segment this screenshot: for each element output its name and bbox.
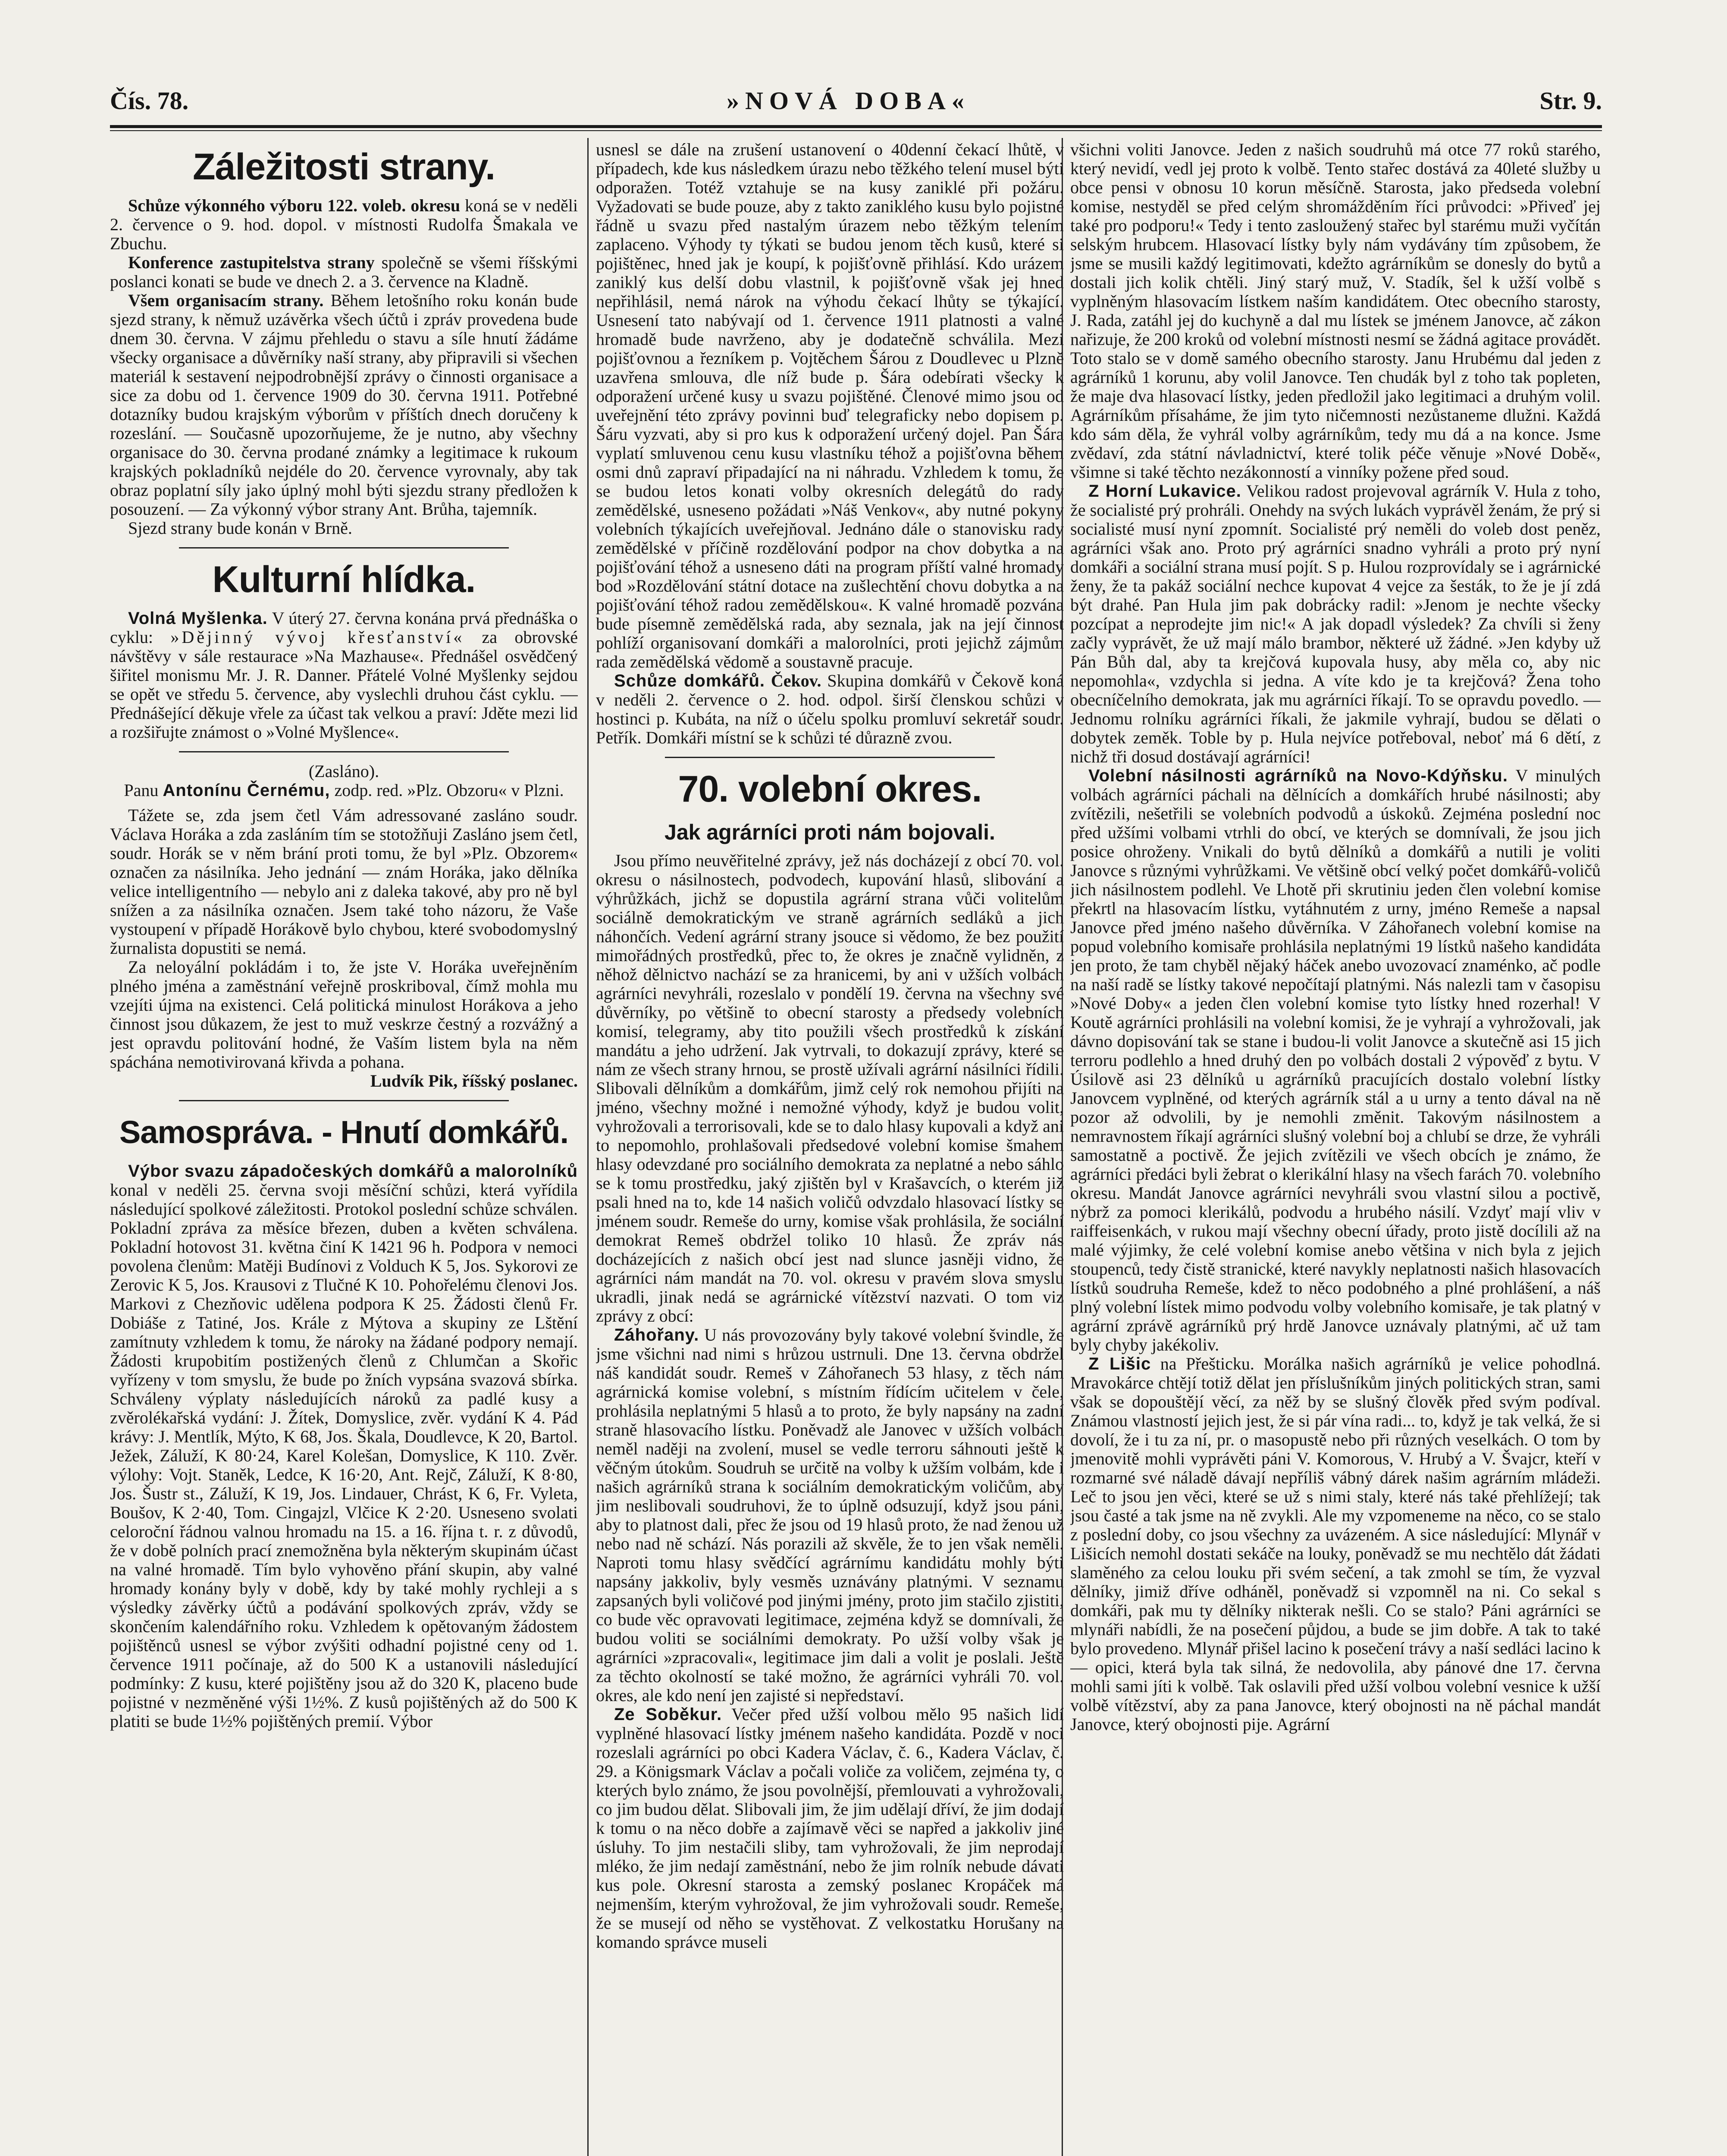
issue-number: Čís. 78. <box>110 87 189 115</box>
paragraph-lead: Volná Myšlenka. <box>128 609 268 628</box>
article-paragraph: Sjezd strany bude konán v Brně. <box>128 518 352 538</box>
section-title: 70. volební okres. <box>678 768 982 810</box>
article-paragraph <box>596 671 1064 747</box>
column-divider <box>587 138 589 2156</box>
address-text: zodp. red. »Plz. Obzoru« v Plzni. <box>330 780 564 800</box>
letter-address <box>110 781 578 800</box>
address-text: Panu <box>124 780 163 800</box>
paragraph-text: za obrovské návštěvy v sále restaurace »Na Mazhause«. Přednášel osvědčený šiřitel monismu Mr. J. R. Danner. Přátelé Volné Myšlenky sejdou se opět ve středu 5. července, aby vyslechli druhou část cyklu. — Přednášející děkuje vřele za účast tak velkou a praví: Jděte mezi lid a rozšiřujte známost o »Volné Myšlence«. <box>110 627 578 742</box>
newspaper-title: »NOVÁ DOBA« <box>727 87 970 115</box>
article-paragraph: Za neloyální pokládám i to, že jste V. Horáka uveřejněním plného jména a zaměstnání veřejně proskriboval, čímž mohla mu vzejíti újma na existenci. Celá politická minulost Horákova a jeho činnost jsou důkazem, že jest to muž veskrze čestný a rozvážný a jest opravdu politování hodné, že Vaším listem byla na něm spáchána nemotivirovaná křivda a pohana. <box>110 957 578 1072</box>
article-paragraph: Jsou přímo neuvěřitelné zprávy, jež nás docházejí z obcí 70. vol. okresu o násilnostech, podvodech, kupování hlasů, slibování a výhrůžkách, jichž se dopustila agrární strana vůči volitelům sociálně demokratickým ve straně agrárních sedláků a jich náhončích. Vedení agrární strany jsouce si vědomo, že bez použití mimořádných prostředků, přec to, že okres je značně vylidněn, z něhož dělnictvo nachází se za hranicemi, by ani v užších volbách agrárníci nevyhráli, rozeslalo v pondělí 19. června na všechny své důvěrníky, po většině to obecní starosty a předsedy volebních komisí, telegramy, aby tito použili všech prostředků k získání mandátu a jeho udržení. Jak vytrvali, to dokazují zprávy, které se nám ze všech strany hrnou, se prostě užívali agrární násilníci řídili. Slibovali dělníkům a domkářům, jimž celý rok nemohou přijíti na jméno, všechny možné i nemožné výhody, když je budou volit, vyhrožovali a terrorisovali, kde se to dalo hlasy kupovali a když ani to nepomohlo, prohlašovali předsedové volební komise šmahem hlasy odevzdané pro sociálního demokrata za neplatné a nebo sáhlo se k tomu prostředku, jaký zjištěn byl v Krašavcích, o kterém již psali hned na to, kde 14 našich voličů odvzdalo hlasovací lístky se jménem soudr. Remeše do urny, komise však prohlásila, že sociální demokrat Remeš obdržel toliko 10 hlasů. Že zpráv nás docházejících z našich obcí jest nad slunce jasněji vidno, že agrárníci nám mandát na 70. vol. okresu v pravém slova smyslu ukradli, jinak nedá se agrárnické vítězství nazvati. O tom viz zprávy z obcí: <box>596 851 1064 1326</box>
paragraph-lead: Z Horní Lukavice. <box>1088 482 1241 501</box>
article-paragraph <box>110 291 578 519</box>
place-name: Čekov. <box>765 671 821 690</box>
section-title: Kulturní hlídka. <box>212 559 476 600</box>
section-separator <box>179 547 509 548</box>
paragraph-lead: Všem organisacím strany. <box>128 291 324 310</box>
paragraph-lead: Volební násilnosti agrárníků na Novo-Kdýňsku. <box>1088 766 1508 785</box>
paragraph-lead: Výbor svazu západočeských domkářů a malorolníků <box>128 1162 578 1181</box>
article-paragraph <box>110 1162 578 1731</box>
article-paragraph <box>596 1705 1064 1952</box>
paragraph-lead: Schůze výkonného výboru 122. voleb. okresu <box>128 196 461 215</box>
section-title: Záležitosti strany. <box>192 146 495 188</box>
paragraph-text: U nás provozovány byly takové volební švindle, že jsme všichni nad nimi s hrůzou ustrnuli. Dne 13. června obdržel náš kandidát soudr. Remeš v Záhořanech 53 hlasy, z těch nám agrárnická komise volební, s místním řídícím učitelem v čele, prohlásila neplatnými 5 hlasů a to proto, že byly napsány na zadní straně hlasovacího lístku. Poněvadž ale Janovec v užších volbách neměl naději na zvolení, musel se vedle terroru sáhnouti ještě k věčným útokům. Soudruh se určitě na volby k užším volbám, kde i našich agrárníků strana k sociálním demokratickým voličům, aby jim neslibovali soudruhovi, že to úplně odsuzují, když jsou páni, aby to platnost dali, přec že jsou od 19 hlasů proto, že nad ženou už nebo nad ně schází. Nás porazili až skvěle, že to jen však neměli. Naproti tomu hlasy svědčící agrárnímu kandidátu mohly býti napsány jakkoliv, byly vesměs uznávány platnými. V seznamu zapsaných byli voličové pod jinými jmény, proto jim stačilo zjistiti, co bude věc opravovati legitimace, zejména když se domnívali, že budou voliti se sociálními demokraty. Po užší volby však je agrárníci »zpracovali«, legitimace jim dali a volit je poslali. Ještě za těchto okolností se také možno, že agrárníci vyhráli 70. vol. okres, ale kdo není jen zajisté si nepředstaví. <box>596 1325 1064 1705</box>
paragraph-text: Skupina domkářů v Čekově koná v neděli 2. července o 2. hod. odpol. širší členskou schůzi v hostinci p. Kubáta, na níž o účelu spolku promluví sekretář soudr. Petřík. Domkáři místní se k schůzi té důrazně zvou. <box>596 671 1064 747</box>
paragraph-text: V úterý 27. června konána prvá přednáška o cyklu: <box>110 608 578 647</box>
article-paragraph: usnesl se dále na zrušení ustanovení o 40denní čekací lhůtě, v případech, kde kus následkem úrazu nebo těžkého telení musel býti odporažen. Totéž vztahuje se na kusy zaniklé při požáru. Vyžadovati se bude pouze, aby z takto zaniklého kusu bylo pojistné řádně u svazu před nastalým úrazem nebo těžkým telením zaplaceno. Výhody ty týkati se budou jenom těch kusů, které si pojištěnec, hned jak je koupí, k pojišťovně přihlásí. Kdo urázem zaniklý kus delší dobu vlastnil, k pojišťovně však jej hned nepřihlásil, nemá nárok na výhodu čekací lhůty se týkající. Usnesení tato nabývají od 1. července 1911 platnosti a valné hromadě bude navrženo, aby je dodatečně schválila. Mezi pojišťovnou a řezníkem p. Vojtěchem Šárou z Doudlevec u Plzně uzavřena smlouva, dle níž bude p. Šára odebírati všecky k odporažení určené kusy u svazu pojištěné. Členové mimo jsou od uveřejnění této zprávy povinni buď telegraficky nebo dopisem p. Šáru vyzvati, aby si pro kus k odporažení určený dojel. Pan Šára vyplatí smluvenou cenu kusu vlastníku téhož a pojišťovna během osmi dnů zapraví připadající na ni náhradu. Vzhledem k tomu, že se budou letos konati volby okresních delegátů do rady zemědělské, usneseno požádati »Náš Venkov«, aby nutné pokyny volebních týkajících uveřejňoval. Jednáno dále o stanovisku rady zemědělské v příčině rozdělování podpor na chov dobytka a na pojišťování téhož a usneseno dáti na program příští valné hromady bod »Rozdělování státní dotace na zušlechtění chovu dobytka a na pojišťování téhož radou zemědělskou«. K valné hromadě pozvána bude písemně zemědělská rada, aby seznala, jak na její činnost pohlíží organisovaní domkáři a malorolníci, proti jejichž zájmům rada zemědělská vědomě a soustavně pracuje. <box>596 140 1064 671</box>
page-header <box>110 86 1602 121</box>
header-rule-thin <box>110 130 1602 131</box>
paragraph-lead: Schůze domkářů. <box>614 671 765 690</box>
zaslano-heading: (Zasláno). <box>308 761 379 781</box>
column-2 <box>596 140 1064 2156</box>
paragraph-text: společně se všemi říšskými poslanci konati se bude ve dnech 2. a 3. července na Kladně. <box>110 253 578 291</box>
section-title: Samospráva. - Hnutí domkářů. <box>119 1114 569 1150</box>
article-paragraph <box>110 609 578 742</box>
paragraph-text: Během letošního roku konán bude sjezd strany, k němuž uzávěrka všech účtů i zpráv provedena bude dnem 30. června. V zájmu přehledu o stavu a síle hnutí žádáme všecky organisace a důvěrníky naší strany, aby připravili si všechen materiál k sestavení nejpodrobnější zprávy o činnosti organisace a sice za dobu od 1. července 1909 do 30. června 1911. Potřebné dotazníky budou krajským výborům v příštích dnech doručeny k rozeslání. — Současně upozorňujeme, že je nutno, aby všechny organisace do 30. června prodané známky a legitimace k rukoum krajských pokladníků nejdéle do 20. července vyrovnaly, aby tak obraz poplatní síly jako úplný mohl býti sjezdu strany předložen k posouzení. — Za výkonný výbor strany Ant. Brůha, tajemník. <box>110 291 578 519</box>
paragraph-lead: Z Lišic <box>1088 1354 1151 1373</box>
section-separator <box>179 751 509 752</box>
header-rule <box>110 125 1602 128</box>
section-separator <box>665 757 995 758</box>
page-number: Str. 9. <box>1539 87 1602 115</box>
lecture-title: »Dějinný vývoj křesťanství« <box>170 627 465 647</box>
paragraph-text: Večer před užší volbou mělo 95 našich lidí vyplněné hlasovací lístky jménem našeho kandidáta. Pozdě v noci rozeslali agrárníci po obci Kadera Václav, č. 6., Kadera Václav, č. 29. a Königsmark Václav a počali voliče za voličem, zejména ty, o kterých bylo známo, že jsou povolnější, přemlouvati a vyhrožovali, co jim budou dělat. Slibovali jim, že jim udělají dříví, že jim dodají k tomu o na něco dobře a zajímavě věci se napřed a jakkoliv jiné úsluhy. To jim nestačili sliby, tam vyhrožovali, že jim neprodají mléko, že jim nedají zaměstnání, nebo že jim rolník nebude dávati kus pole. Okresní starosta a zemský poslanec Kropáček má nejmenším, kterým vyhrožoval, že jim vyhrožovali soudr. Remeše, že se musejí od něho se vystěhovat. Z velkostatku Horušany na komando správce museli <box>596 1705 1064 1952</box>
letter-signature: Ludvík Pik, říšský poslanec. <box>370 1071 578 1091</box>
section-subtitle: Jak agrárníci proti nám bojovali. <box>664 820 995 844</box>
paragraph-text: koná se v neděli 2. července o 9. hod. dopol. v místnosti Rudolfa Šmakala ve Zbuchu. <box>110 196 578 253</box>
paragraph-text: V minulých volbách agrárníci páchali na dělnících a domkářích hrubé násilnosti; aby zvítězili, nešetřili se volebních podvodů a úskoků. Zejména poslední noc před užšími volbami vtrhli do obcí, ve kterých se domnívali, že jsou jich posice ohroženy. Vnikali do bytů dělníků a domkářů a nutili je voliti Janovce s různými vyhrůžkami. Ve většině obcí velký počet domkářů-voličů jich násilnostem podlehl. Ve Lhotě při skrutiniu jeden člen volební komise překrtl na hlasovacím lístku, vytáhnutém z urny, jméno Remeše a napsal Janovce před jméno našeho důvěrníka. V Záhořanech volební komise na popud volebního komisaře prohlásila neplatnými 19 lístků našeho kandidáta jen proto, že tam chyběl nějaký háček anebo uvozovací znaménko, ač podle na naší radě se lístky takové nepočítají platnými. Nás nalezli tam v časopisu »Nové Doby« a jeden člen volební komise tyto lístky hned rozerhal! V Koutě agrárníci prohlásili na volební komisi, že je vyhrají a vyhrožovali, jak dávno dopisování tak se stane i budou-li volit Janovce a skutečně asi 15 jich terroru podlehlo a hned druhý den po volbách dostali 2 výpověď z bytu. V Úsilově asi 23 dělníků u agrárníků pracujících dostalo volební lístky Janovcem vyplněné, od kterých agrárník stál a u urny a tento dával na ně pozor až odvolili, by je nemohli změnit. Takovým násilnostem a nemravnostem říkají agrárníci slušný volební boj a chlubí se drze, že vyhráli samostatně a poctivě. Že jejich zvítězili ve všech obcích je známo, že agrárníci předáci byli žebrat o klerikální hlasy na všech farách 70. volebního okresu. Mandát Janovce agrárníci nevyhráli svou vlastní silou a poctivě, nýbrž za pomoci klerikálů, podvodu a hrubého násilí. Vzdyť mají vliv v raiffeisenkách, v rukou mají všechny obecní úřady, proto jistě docílili až na malé výjimky, že celé volební komise anebo většina v nich byla z jejich stoupenců, tedy čistě stranické, které navykly neplatnosti našich hlasovacích lístků soudruha Remeše, kdež to něco podobného a plné prohlášení, a náš plný volební lístek mimo podvodu volby volebního komisaře, je tak platný v agrární zprávě agrárníků prý hrdě Janovce uznávaly platnými, ač už tam byly chyby jakékoliv. <box>1070 766 1601 1354</box>
article-paragraph <box>596 1326 1064 1705</box>
column-3 <box>1070 140 1601 2156</box>
article-paragraph <box>1070 766 1601 1354</box>
paragraph-text: Velikou radost projevoval agrárník V. Hula z toho, že socialisté prý prohráli. Onehdy na svých lukách vyprávěl ženám, že prý si socialisté musí nyní zpomnít. Socialisté prý neměli do voleb dost peněz, agrárníci však ano. Proto prý agrárníci snadno vyhráli a proto prý nyní domkáři a sociální strana musí pojít. S p. Hulou rozprovídaly se i agrárnické ženy, že ta pakáž sociální nechce kupovat 4 vejce za šesták, to že je jí zdá být drahé. Pan Hula jim pak dobrácky radil: »Jenom je nechte všecky pozcípat a neprodejte jim nic!« A jak dopadl výsledek? Za chvíli si ženy začly vyprávět, že už mají málo brambor, některé už žádné. »Jen kdyby už Pán Bůh dal, aby ta krejčová kupovala husy, aby měla co, aby nic nepomohla«, vzdychla si jedna. A víte kdo je ta krejčová? Žena toho obecníčelního demokrata, jak mu agrárníci říkají. To se opravdu povedlo. — Jednomu rolníku agrárníci říkali, že jakmile vyhrají, budou se dělati o dobytek zeměk. Toble by p. Hula nejvíce potřeboval, neboť má 6 dětí, z nichž tři dosud dostávají agrárníci! <box>1070 481 1601 766</box>
column-1 <box>110 140 578 2156</box>
paragraph-text: konal v neděli 25. června svoji měsíční schůzi, která vyřídila následující spolkové záležitosti. Protokol poslední schůze schválen. Pokladní zpráva za měsíce březen, duben a květen schválena. Pokladní hotovost 31. května činí K 1421 96 h. Podpora v nemoci povolena členům: Matěji Budínovi z Volduch K 5, Jos. Sykorovi ze Zerovic K 5, Jos. Krausovi z Tlučné K 10. Pohořelému členovi Jos. Markovi z Chezňovic udělena podpora K 25. Žádosti členů Fr. Dobiáše z Tatiné, Jos. Krále z Mýtova a skupiny ze Lštění zamítnuty vzhledem k tomu, že nároky na žádané podpory nemají. Žádosti krupobitím postižených členů z Chlumčan a Skořic vyřízeny v tom smyslu, že bude po žních vypsána svazová sbírka. Schváleny výplaty následujících nároků za padlé kusy a zvěrolékařská vydání: J. Žítek, Domyslice, zvěr. vydání K 4. Pád krávy: J. Mentlík, Mýto, K 68, Jos. Škala, Doudlevce, K 20, Bartol. Ježek, Záluží, K 80·24, Karel Kolešan, Domyslice, K 110. Zvěr. výlohy: Vojt. Staněk, Ledce, K 16·20, Ant. Rejč, Záluží, K 8·80, Jos. Šustr st., Záluží, K 19, Jos. Lindauer, Chrást, K 6, Fr. Vyleta, Boušov, K 2·40, Tom. Cingajzl, Vlčice K 2·20. Usneseno svolati celoroční řádnou valnou hromadu na 15. a 16. října t. r. z důvodů, že v době polních prací znemožněna byla některým skupinám účast na valné hromadě. Tím bylo vyhověno přání skupin, aby valné hromady konány byly v době, kdy by také mohly rychleji a s výsledky závěrky účtů a podávání spolkových zpráv, vždy se skončením kalendářního roku. Vzhledem k opětovaným žádostem pojištěnců usnesl se výbor zvýšiti odhadní pojistné ceny od 1. července 1911 počínaje, až do 500 K a ustanovili následující podmínky: Z kusu, které pojištěny jsou až do 320 K, placeno bude pojistné v nezměněné výši 1½%. Z kusů pojištěných až do 500 K platiti se bude 1½% pojištěných premií. Výbor <box>110 1180 578 1731</box>
article-paragraph: Tážete se, zda jsem četl Vám adressované zasláno soudr. Václava Horáka a zda zasláním tím se stotožňuji Zasláno jsem četl, soudr. Horák se v něm brání proti tomu, že byl »Plz. Obzorem« označen za násilníka. Jeho jednání — znám Horáka, jako dělníka velice intelligentního — nebylo ani z daleka takové, aby pro ně byl snížen a za násilníka označen. Jsem také toho názoru, že Vaše vystoupení v případě Horákově bylo chybou, které svobodomyslný žurnalista dopustiti se nemá. <box>110 805 578 958</box>
article-paragraph <box>110 196 578 253</box>
article-paragraph <box>1070 482 1601 766</box>
article-paragraph <box>1070 1354 1601 1734</box>
article-paragraph: všichni voliti Janovce. Jeden z našich soudruhů má otce 77 roků starého, který nevidí, vedl jej proto k volbě. Tento stařec dostává za 40leté služby u obce pensi v obnosu 10 korun měsíčně. Starosta, jako předseda volební komise, nestyděl se před celým shromážděním říci průvodci: »Přiveď jej také pro podporu!« Tedy i tento zasloužený stařec byl starému muži vyčítán selským hrubcem. Hlasovací lístky byly nám vydávány tím způsobem, že jsme se musili každý legitimovati, kdežto agrárníkům se donesly do bytů a dostali jich kolik chtěli. Jiný starý muž, V. Stadík, šel k užší volbě s vyplněným hlasovacím lístkem naším kandidátem. Otec obecního starosty, J. Rada, zatáhl jej do kuchyně a dal mu lístek se jménem Janovce, ač zákon nařizuje, že 200 kroků od volební místnosti nesmí se žádná agitace provádět. Toto stalo se v domě samého obecního starosty. Janu Hrubému dal jeden z agrárníků 1 korunu, aby volil Janovce. Ten chudák byl z toho tak popleten, že maje dva hlasovací lístky, jeden předložil jako legitimaci a druhým volil. Agrárníkům přísaháme, že jim tyto ničemnosti nezůstaneme dlužni. Každá kdo sám děla, že vyhrál volby agrárníkům, tedy mu dá a na konce. Jsme zvědaví, zda státní návladnictví, které tolik péče věnuje »Nové Době«, všimne si také těchto nezákonností a vinníky požene před soud. <box>1070 140 1601 482</box>
section-separator <box>179 1100 509 1101</box>
addressee-name: Antonínu Černému, <box>163 781 330 800</box>
article-paragraph <box>110 253 578 291</box>
paragraph-lead: Ze Soběkur. <box>614 1705 722 1724</box>
paragraph-lead: Záhořany. <box>614 1326 699 1344</box>
paragraph-lead: Konference zastupitelstva strany <box>128 253 375 272</box>
paragraph-text: na Přešticku. Morálka našich agrárníků je velice pohodlná. Mravokárce chtějí totiž dělat jen příslušníkům jiných politických stran, sami však se dopouštějí věcí, za něž by se slušný člověk před svým podíval. Známou vlastností jejich jest, že si pár vína radi... to, když je tak velká, že si dovolí, že i tu za ní, pr. o masopustě nebo při různých veselkách. O tom by jmenovitě mohli vyprávěti páni V. Komorous, V. Hrubý a V. Švajcr, kteří v rozmarné své náladě dávají nepříliš vábný dárek našim agrárním mládeži. Leč to jsou jen věci, které se už s nimi staly, které nás také přehlížejí; tak jsou časté a tak jsme na ně zvykli. Ale my vzpomeneme na něco, co se stalo z poslední doby, co jsou všechny za uvázeném. A sice následující: Mlynář v Lišicích nemohl dostati sekáče na louky, poněvadž se mu nechtělo dát žádati slaměného za celou louku při svém sečení, a tak zmohl se tím, že vyzval dělníky, jimiž dříve odháněl, poněvadž si vzpomněl na ni. Co sekal s domkáři, pak mu ty dělníky nikterak nešli. Co se stalo? Páni agrárníci se mlynáři nabídli, že na posečení půjdou, a bude se jim dobře. A tak to také bylo provedeno. Mlynář přišel lacino k posečení trávy a naší sedláci lacino k — opici, která byla tak silná, že nedovolila, aby pánové dne 17. června mohli sami jíti k volbě. Tak oslavili před užší volbou volební vesnice k užší volbě vítězství, aby za pana Janovce, který obojnosti na ně páchal mandát Janovce, který obojnosti pije. Agrární <box>1070 1354 1601 1734</box>
